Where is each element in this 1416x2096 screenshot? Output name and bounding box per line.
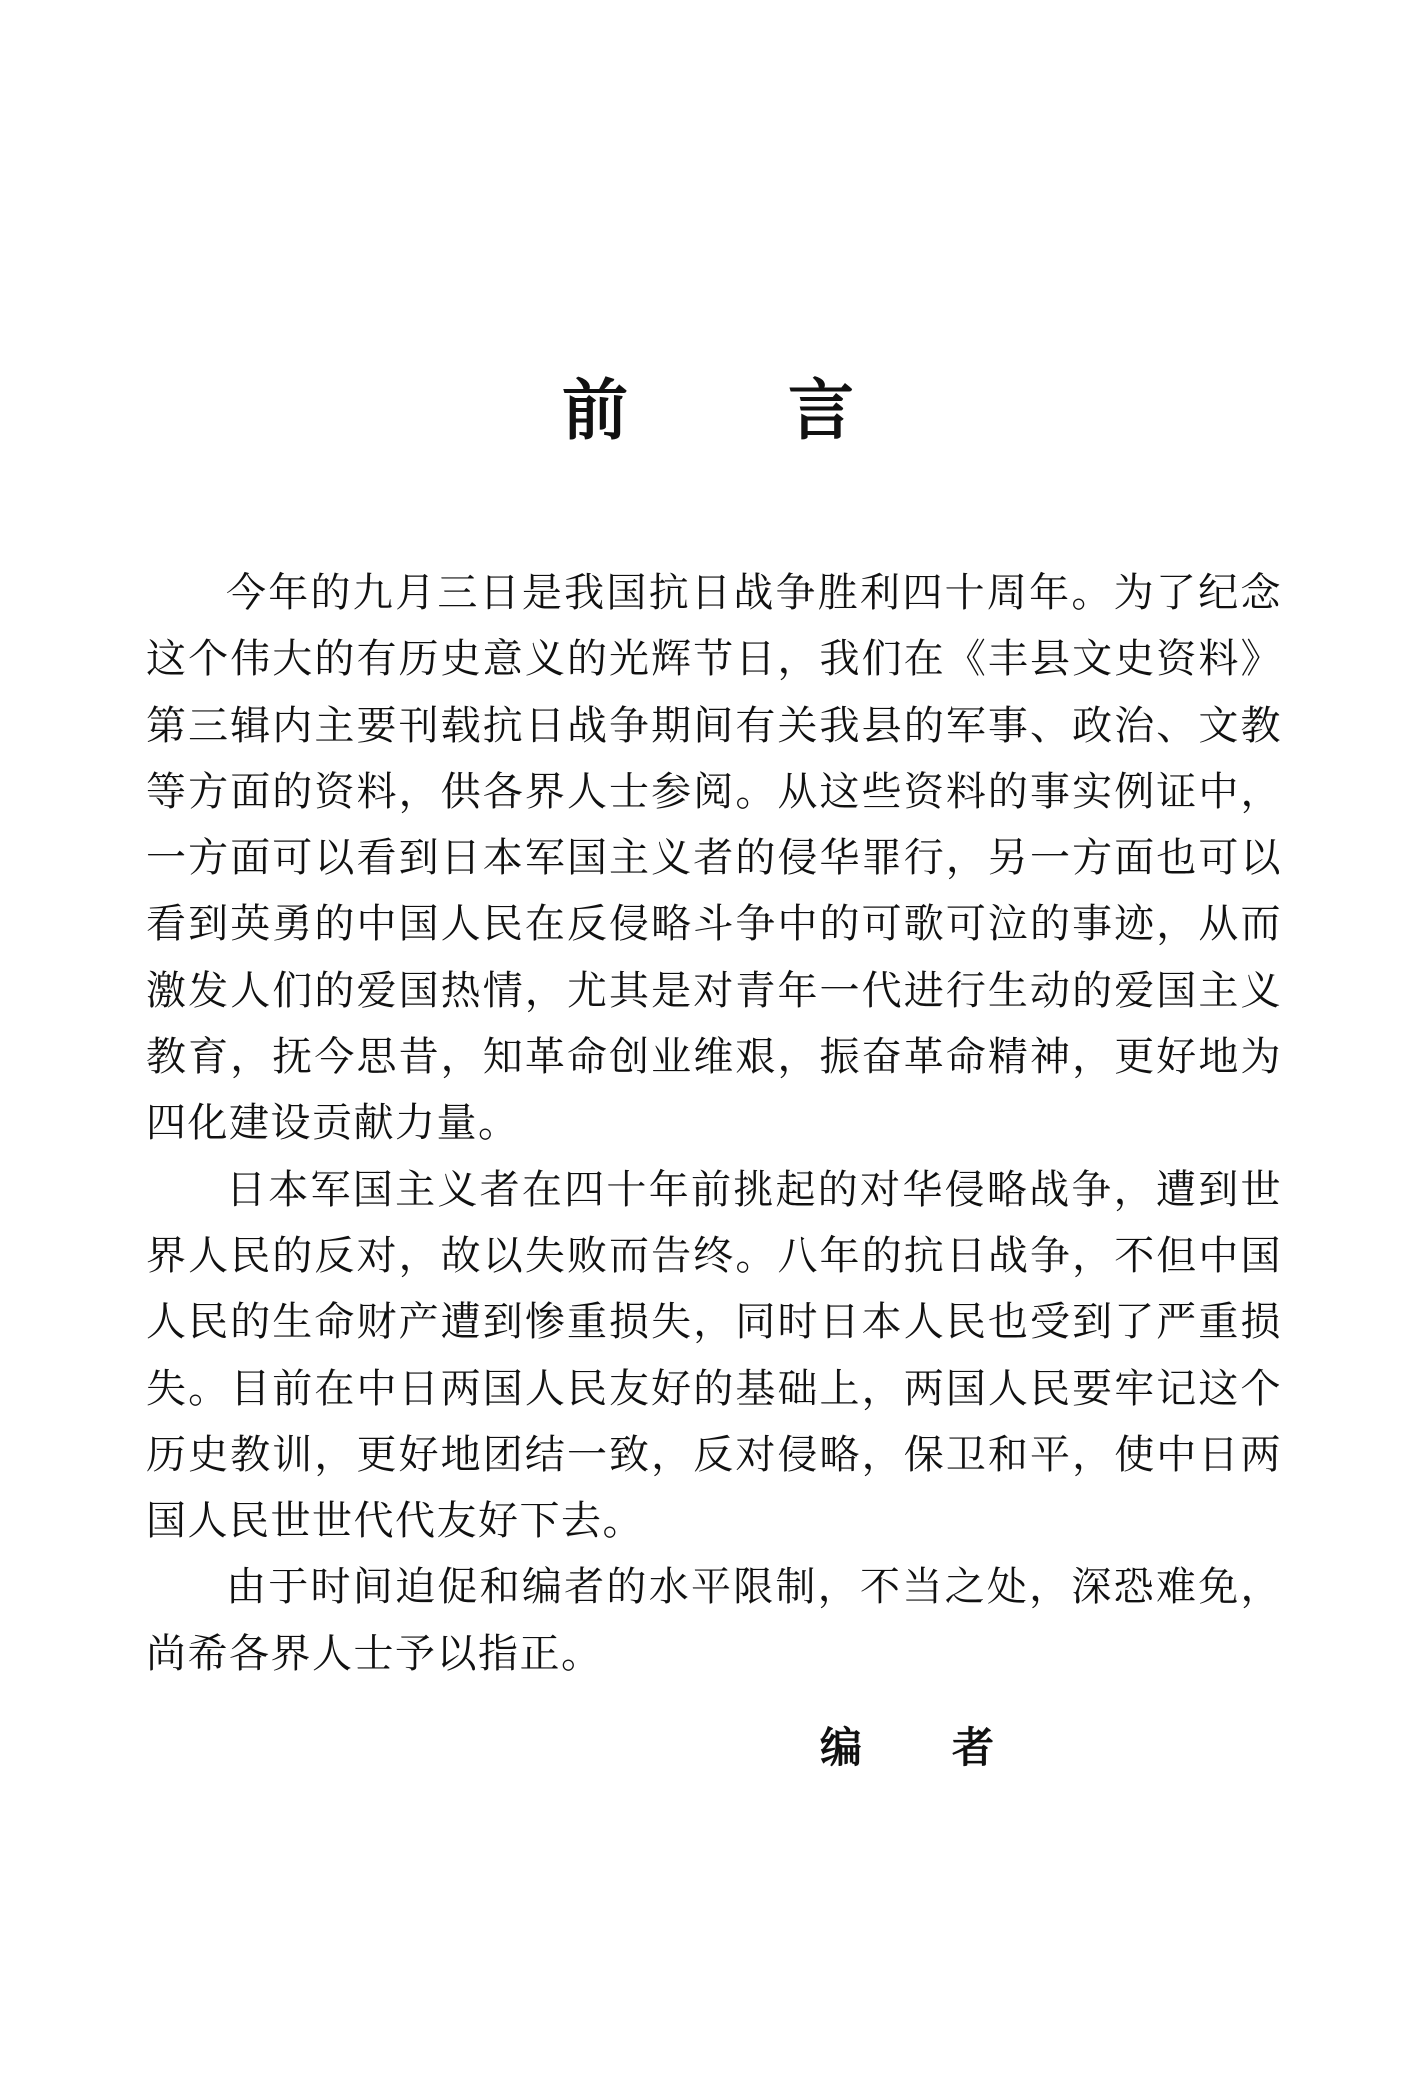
paragraph-2: 日本军国主义者在四十年前挑起的对华侵略战争，遭到世界人民的反对，故以失败而告终。八年的抗日战争，不但中国人民的生命财产遭到惨重损失，同时日本人民也受到了严重损失。目前在中日两国人民友好的基础上，两国人民要牢记这个历史教训，更好地团结一致，反对侵略，保卫和平，使中日两国人民世世代代友好下去。	[146, 1166, 1282, 1545]
page-title: 前言	[562, 371, 1014, 449]
preface-body	[146, 560, 1282, 1687]
editor-signature: 编者	[820, 1723, 1085, 1772]
paragraph-1: 今年的九月三日是我国抗日战争胜利四十周年。为了纪念这个伟大的有历史意义的光辉节日，我们在《丰县文史资料》第三辑内主要刊载抗日战争期间有关我县的军事、政治、文教等方面的资料，供各界人士参阅。从这些资料的事实例证中，一方面可以看到日本军国主义者的侵华罪行，另一方面也可以看到英勇的中国人民在反侵略斗争中的可歌可泣的事迹，从而激发人们的爱国热情，尤其是对青年一代进行生动的爱国主义教育，抚今思昔，知革命创业维艰，振奋革命精神，更好地为四化建设贡献力量。	[146, 570, 1282, 1147]
paragraph-3: 由于时间迫促和编者的水平限制，不当之处，深恐难免，尚希各界人士予以指正。	[146, 1564, 1282, 1677]
